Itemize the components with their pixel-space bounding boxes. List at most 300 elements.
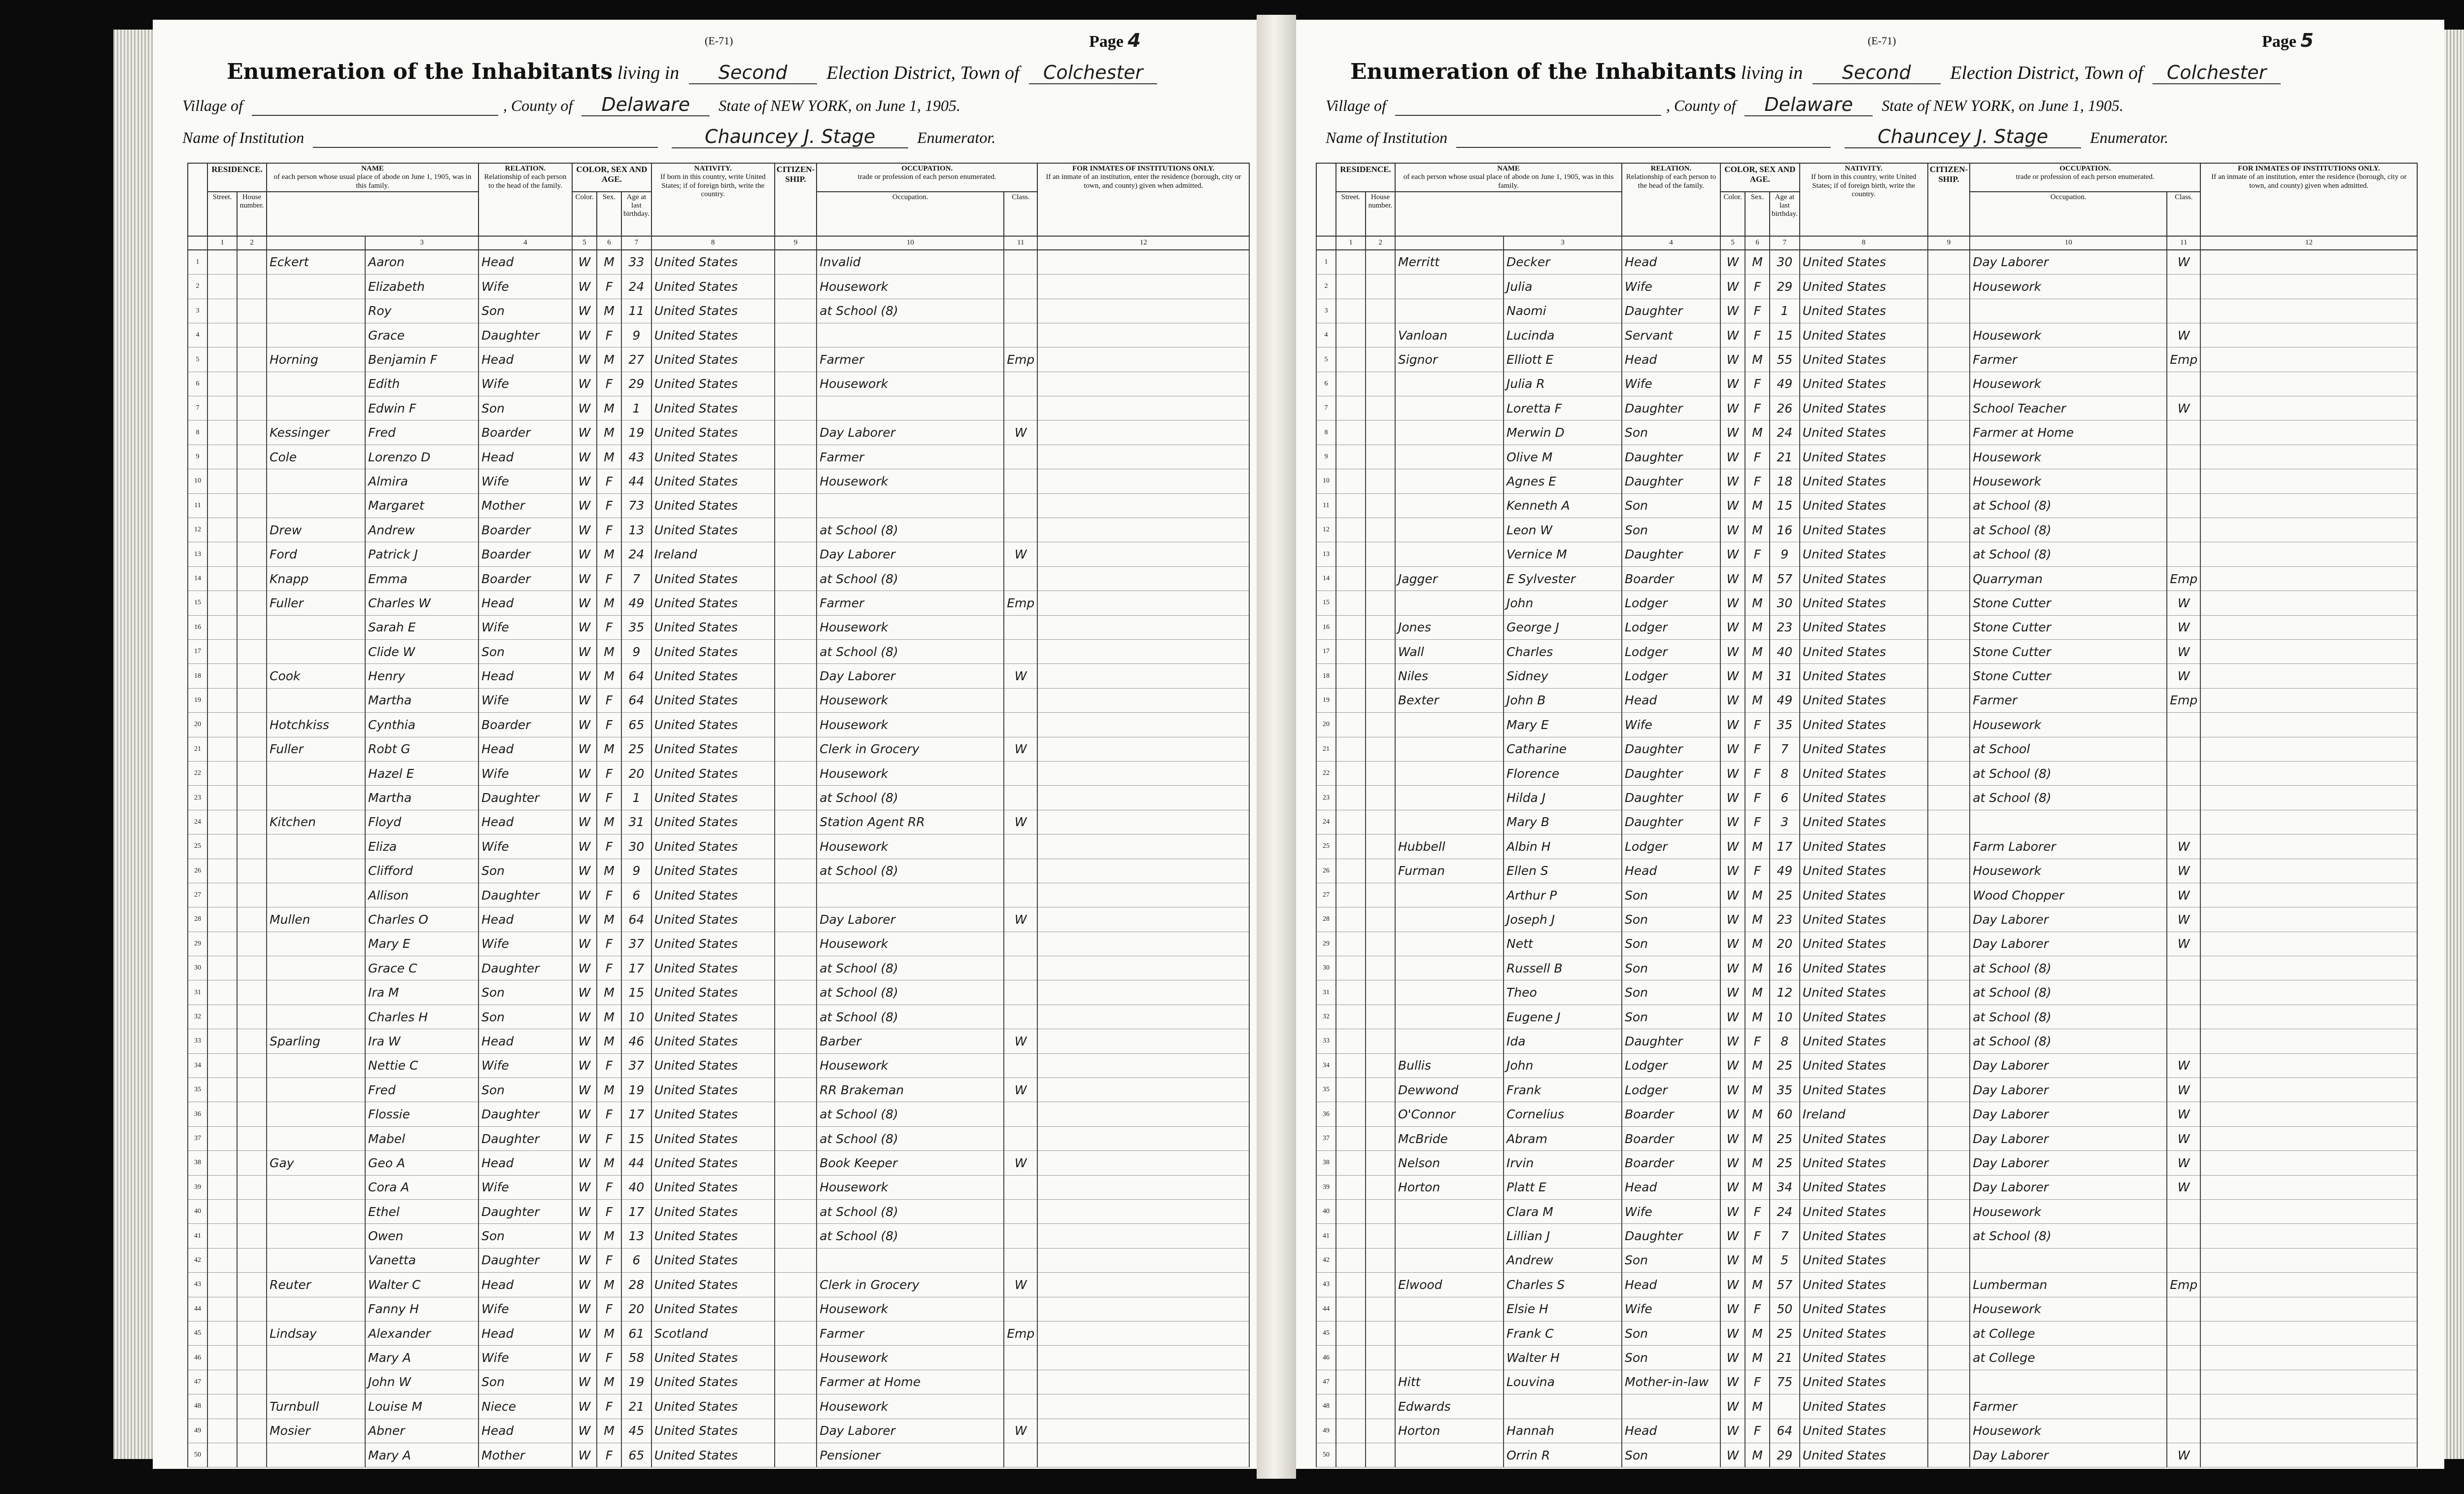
age-cell: 15 (1770, 323, 1800, 347)
line-number: 24 (1316, 810, 1336, 834)
color-cell: W (1720, 396, 1745, 420)
age-cell: 19 (621, 420, 651, 445)
surname-cell: Gay (267, 1151, 365, 1175)
line-number: 47 (188, 1370, 207, 1394)
relation-cell: Wife (479, 761, 572, 785)
table-row (1316, 1346, 2417, 1370)
table-row (1316, 688, 2417, 712)
occupation-cell: Stone Cutter (1970, 591, 2167, 615)
table-row (188, 1273, 1249, 1297)
age-cell: 7 (1770, 737, 1800, 761)
line-number: 32 (1316, 1005, 1336, 1029)
street-cell (1336, 713, 1366, 737)
given-name-cell: Louvina (1504, 1370, 1622, 1394)
occupation-cell: at School (8) (1970, 786, 2167, 810)
table-row (1316, 591, 2417, 615)
class-cell: W (2167, 907, 2200, 932)
color-cell: W (1720, 761, 1745, 785)
inmate-residence-cell (1037, 250, 1249, 275)
given-name-cell: Eliza (365, 834, 479, 859)
line-number: 8 (1316, 420, 1336, 445)
citizenship-cell (775, 1224, 817, 1248)
given-name-cell: Martha (365, 786, 479, 810)
occupation-cell: Lumberman (1970, 1273, 2167, 1297)
sex-cell: M (597, 1224, 621, 1248)
table-row (1316, 1394, 2417, 1419)
sex-cell: M (1745, 1126, 1770, 1150)
given-name-cell: Andrew (365, 518, 479, 542)
citizenship-cell (775, 1443, 817, 1467)
occupation-cell: Housework (817, 1297, 1004, 1321)
inmate-residence-cell (2200, 493, 2417, 518)
line-number: 5 (188, 347, 207, 372)
sex-cell: F (597, 1297, 621, 1321)
citizenship-cell (775, 1151, 817, 1175)
given-name-cell: Fred (365, 1078, 479, 1102)
class-cell (2167, 1419, 2200, 1443)
street-cell (1336, 1273, 1366, 1297)
citizenship-cell (1928, 518, 1970, 542)
nativity-cell: United States (651, 761, 775, 785)
age-cell: 24 (621, 542, 651, 566)
line-number: 47 (1316, 1370, 1336, 1394)
column-number: 9 (1928, 236, 1970, 250)
house-cell (1366, 956, 1395, 980)
given-name-cell: Benjamin F (365, 347, 479, 372)
relation-cell: Lodger (1622, 1053, 1720, 1077)
line-number: 27 (188, 883, 207, 907)
color-cell: W (572, 1297, 597, 1321)
surname-cell: Vanloan (1395, 323, 1504, 347)
sex-cell: M (1745, 1102, 1770, 1126)
inmate-residence-cell (2200, 1151, 2417, 1175)
sex-cell: F (1745, 542, 1770, 566)
relation-cell: Head (479, 1273, 572, 1297)
occupation-cell: Housework (817, 713, 1004, 737)
class-cell (2167, 372, 2200, 396)
age-cell: 57 (1770, 566, 1800, 591)
citizenship-cell (775, 469, 817, 493)
sex-cell: M (1745, 1175, 1770, 1199)
column-number: 11 (2167, 236, 2200, 250)
class-cell: W (2167, 1126, 2200, 1150)
line-number: 36 (188, 1102, 207, 1126)
sex-cell: F (597, 932, 621, 956)
citizenship-cell (1928, 1151, 1970, 1175)
age-cell: 44 (621, 1151, 651, 1175)
table-row (1316, 1175, 2417, 1199)
citizenship-cell (775, 980, 817, 1005)
surname-cell (267, 1199, 365, 1223)
class-cell (2167, 980, 2200, 1005)
sex-cell: M (1745, 1151, 1770, 1175)
color-cell: W (572, 615, 597, 639)
table-row (188, 1370, 1249, 1394)
given-name-cell: Frank C (1504, 1321, 1622, 1345)
surname-cell: Fuller (267, 591, 365, 615)
citizenship-cell (775, 275, 817, 299)
relation-cell: Lodger (1622, 834, 1720, 859)
col-color-sex-age: COLOR, SEX AND AGE. (572, 163, 651, 192)
line-number: 45 (1316, 1321, 1336, 1345)
house-cell (1366, 1029, 1395, 1053)
occupation-cell: RR Brakeman (817, 1078, 1004, 1102)
column-number: 7 (1770, 236, 1800, 250)
column-number: 4 (479, 236, 572, 250)
occupation-cell: Clerk in Grocery (817, 737, 1004, 761)
line-number: 44 (188, 1297, 207, 1321)
surname-cell (1395, 956, 1504, 980)
line-number: 34 (188, 1053, 207, 1077)
given-name-cell: Nettie C (365, 1053, 479, 1077)
relation-cell: Head (479, 664, 572, 688)
relation-cell: Head (479, 347, 572, 372)
class-cell: W (1004, 810, 1037, 834)
surname-cell (267, 1297, 365, 1321)
surname-cell (1395, 445, 1504, 469)
inmate-residence-cell (1037, 859, 1249, 883)
citizenship-cell (1928, 372, 1970, 396)
inmate-residence-cell (2200, 275, 2417, 299)
relation-cell: Wife (1622, 275, 1720, 299)
inmate-residence-cell (2200, 713, 2417, 737)
line-number: 26 (1316, 859, 1336, 883)
column-number-row (1316, 236, 2417, 250)
nativity-cell: United States (651, 1224, 775, 1248)
sex-cell: F (597, 1248, 621, 1272)
street-cell (1336, 396, 1366, 420)
citizenship-cell (1928, 737, 1970, 761)
age-cell: 49 (1770, 372, 1800, 396)
given-name-cell: John (1504, 591, 1622, 615)
age-cell: 6 (1770, 786, 1800, 810)
surname-cell (1395, 1297, 1504, 1321)
street-cell (1336, 737, 1366, 761)
given-name-cell: Vernice M (1504, 542, 1622, 566)
house-cell (1366, 1419, 1395, 1443)
inmate-residence-cell (1037, 566, 1249, 591)
line-number: 11 (1316, 493, 1336, 518)
inmate-residence-cell (2200, 1370, 2417, 1394)
line-number: 31 (188, 980, 207, 1005)
inmate-residence-cell (1037, 640, 1249, 664)
nativity-cell: United States (651, 1370, 775, 1394)
surname-cell (1395, 1443, 1504, 1467)
table-row (1316, 1053, 2417, 1077)
nativity-cell: United States (1800, 980, 1928, 1005)
sex-cell: M (597, 542, 621, 566)
color-cell: W (572, 1346, 597, 1370)
given-name-cell: Ira M (365, 980, 479, 1005)
age-cell: 33 (621, 250, 651, 275)
class-cell: W (1004, 1078, 1037, 1102)
age-cell: 1 (621, 396, 651, 420)
sex-cell: F (597, 1126, 621, 1150)
table-row (1316, 1224, 2417, 1248)
institution-line: Name of Institution Chauncey J. Stage Enumerator. (1326, 126, 2169, 147)
relation-cell: Daughter (1622, 810, 1720, 834)
class-cell: W (2167, 1078, 2200, 1102)
enumerator-name: Chauncey J. Stage (1845, 126, 2081, 148)
house-cell (1366, 761, 1395, 785)
surname-cell (1395, 1321, 1504, 1345)
surname-cell (1395, 420, 1504, 445)
house-cell (237, 372, 267, 396)
relation-cell: Son (1622, 883, 1720, 907)
surname-cell (267, 761, 365, 785)
line-number: 48 (188, 1394, 207, 1419)
given-name-cell: Hilda J (1504, 786, 1622, 810)
column-number: 1 (1336, 236, 1366, 250)
occupation-cell: Housework (817, 761, 1004, 785)
surname-cell: Kitchen (267, 810, 365, 834)
inmate-residence-cell (1037, 420, 1249, 445)
age-cell: 10 (621, 1005, 651, 1029)
occupation-cell: at School (8) (1970, 956, 2167, 980)
given-name-cell: Roy (365, 299, 479, 323)
table-row (1316, 859, 2417, 883)
occupation-cell: Day Laborer (1970, 932, 2167, 956)
street-cell (1336, 956, 1366, 980)
house-cell (237, 1248, 267, 1272)
street-cell (207, 956, 237, 980)
line-number: 29 (188, 932, 207, 956)
street-cell (207, 883, 237, 907)
line-number: 43 (1316, 1273, 1336, 1297)
inmate-residence-cell (1037, 1273, 1249, 1297)
table-row (1316, 250, 2417, 275)
street-cell (1336, 347, 1366, 372)
color-cell: W (572, 810, 597, 834)
street-cell (207, 1273, 237, 1297)
citizenship-cell (1928, 347, 1970, 372)
street-cell (207, 786, 237, 810)
given-name-cell: Nett (1504, 932, 1622, 956)
nativity-cell: United States (651, 810, 775, 834)
given-name-cell: Patrick J (365, 542, 479, 566)
citizenship-cell (775, 664, 817, 688)
house-cell (237, 1273, 267, 1297)
occupation-cell: Day Laborer (1970, 1443, 2167, 1467)
age-cell: 9 (621, 859, 651, 883)
house-cell (1366, 1273, 1395, 1297)
line-number: 30 (1316, 956, 1336, 980)
occupation-cell: at School (8) (1970, 1224, 2167, 1248)
nativity-cell: United States (1800, 566, 1928, 591)
sex-cell: F (1745, 275, 1770, 299)
relation-cell (1622, 1394, 1720, 1419)
nativity-cell: United States (1800, 883, 1928, 907)
nativity-cell: United States (651, 1419, 775, 1443)
citizenship-cell (1928, 1346, 1970, 1370)
col-occupation: OCCUPATION. trade or profession of each person enumerated. (817, 163, 1037, 192)
nativity-cell: United States (651, 1346, 775, 1370)
relation-cell: Lodger (1622, 591, 1720, 615)
sex-cell: F (597, 518, 621, 542)
citizenship-cell (1928, 1419, 1970, 1443)
sex-cell: M (1745, 420, 1770, 445)
line-number: 15 (1316, 591, 1336, 615)
class-cell (1004, 1102, 1037, 1126)
surname-cell: Hitt (1395, 1370, 1504, 1394)
sex-cell: M (1745, 1321, 1770, 1345)
column-number: 5 (572, 236, 597, 250)
house-cell (1366, 250, 1395, 275)
district-value: Second (689, 62, 817, 84)
occupation-cell: at School (8) (817, 1224, 1004, 1248)
occupation-cell (817, 323, 1004, 347)
color-cell: W (572, 786, 597, 810)
sex-cell: F (1745, 1224, 1770, 1248)
citizenship-cell (775, 347, 817, 372)
relation-cell: Daughter (479, 1102, 572, 1126)
house-cell (1366, 615, 1395, 639)
line-number: 49 (188, 1419, 207, 1443)
inmate-residence-cell (1037, 810, 1249, 834)
inmate-residence-cell (1037, 834, 1249, 859)
surname-cell: Eckert (267, 250, 365, 275)
house-cell (1366, 1346, 1395, 1370)
occupation-cell: at School (8) (817, 518, 1004, 542)
age-cell: 49 (1770, 688, 1800, 712)
relation-cell: Boarder (479, 566, 572, 591)
class-cell (2167, 1370, 2200, 1394)
relation-cell: Son (1622, 1321, 1720, 1345)
class-cell (1004, 1370, 1037, 1394)
citizenship-cell (1928, 566, 1970, 591)
relation-cell: Head (1622, 688, 1720, 712)
occupation-cell: Housework (1970, 713, 2167, 737)
occupation-cell: Farm Laborer (1970, 834, 2167, 859)
street-cell (207, 615, 237, 639)
given-name-cell: Allison (365, 883, 479, 907)
sex-cell: F (597, 956, 621, 980)
table-row (188, 932, 1249, 956)
sex-cell: M (597, 859, 621, 883)
color-cell: W (1720, 786, 1745, 810)
given-name-cell: Hannah (1504, 1419, 1622, 1443)
inmate-residence-cell (1037, 664, 1249, 688)
inmate-residence-cell (1037, 1078, 1249, 1102)
citizenship-cell (775, 1126, 817, 1150)
line-number: 41 (188, 1224, 207, 1248)
book-spine (1257, 15, 1296, 1479)
color-cell: W (572, 1175, 597, 1199)
color-cell: W (572, 591, 597, 615)
age-cell: 40 (1770, 640, 1800, 664)
sex-cell: M (597, 1370, 621, 1394)
sex-cell: F (1745, 761, 1770, 785)
occupation-cell: at School (8) (1970, 518, 2167, 542)
citizenship-cell (1928, 1394, 1970, 1419)
street-cell (1336, 323, 1366, 347)
house-cell (237, 834, 267, 859)
house-cell (1366, 859, 1395, 883)
relation-cell: Niece (479, 1394, 572, 1419)
relation-cell: Son (1622, 1443, 1720, 1467)
line-number: 42 (188, 1248, 207, 1272)
line-number: 26 (188, 859, 207, 883)
sex-cell: M (597, 591, 621, 615)
street-cell (207, 542, 237, 566)
color-cell: W (572, 1248, 597, 1272)
color-cell: W (572, 420, 597, 445)
house-cell (1366, 1224, 1395, 1248)
given-name-cell: Charles O (365, 907, 479, 932)
sex-cell: F (597, 1443, 621, 1467)
color-cell: W (1720, 299, 1745, 323)
relation-cell: Mother-in-law (1622, 1370, 1720, 1394)
surname-cell (1395, 761, 1504, 785)
street-cell (207, 761, 237, 785)
sex-cell: F (597, 713, 621, 737)
age-cell: 64 (621, 688, 651, 712)
street-cell (207, 591, 237, 615)
citizenship-cell (775, 250, 817, 275)
citizenship-cell (1928, 615, 1970, 639)
class-cell: W (2167, 664, 2200, 688)
occupation-cell: Housework (817, 1175, 1004, 1199)
age-cell: 8 (1770, 761, 1800, 785)
class-cell: W (2167, 615, 2200, 639)
street-cell (207, 1151, 237, 1175)
table-row (1316, 1151, 2417, 1175)
age-cell: 30 (1770, 591, 1800, 615)
color-cell: W (572, 1151, 597, 1175)
class-cell: W (2167, 591, 2200, 615)
class-cell: Emp (2167, 566, 2200, 591)
inmate-residence-cell (2200, 737, 2417, 761)
occupation-cell: Day Laborer (1970, 907, 2167, 932)
col-nativity: NATIVITY. If born in this country, write United States; if of foreign birth, write the country. (651, 163, 775, 236)
house-cell (1366, 1297, 1395, 1321)
sex-cell: F (1745, 396, 1770, 420)
house-cell (237, 445, 267, 469)
relation-cell: Son (1622, 493, 1720, 518)
relation-cell: Wife (479, 1053, 572, 1077)
town-value: Colchester (1029, 62, 1157, 84)
house-cell (1366, 299, 1395, 323)
color-cell: W (1720, 1419, 1745, 1443)
inmate-residence-cell (1037, 493, 1249, 518)
street-cell (207, 566, 237, 591)
table-row (188, 859, 1249, 883)
street-cell (207, 859, 237, 883)
color-cell: W (1720, 688, 1745, 712)
inmate-residence-cell (1037, 688, 1249, 712)
occupation-cell: Book Keeper (817, 1151, 1004, 1175)
nativity-cell: United States (651, 518, 775, 542)
occupation-cell: School Teacher (1970, 396, 2167, 420)
line-number: 19 (1316, 688, 1336, 712)
inmate-residence-cell (2200, 907, 2417, 932)
house-cell (237, 859, 267, 883)
age-cell: 9 (621, 640, 651, 664)
inmate-residence-cell (1037, 956, 1249, 980)
given-name-cell: Ethel (365, 1199, 479, 1223)
line-number: 9 (1316, 445, 1336, 469)
sex-cell: F (597, 372, 621, 396)
house-cell (1366, 1199, 1395, 1223)
line-number: 20 (188, 713, 207, 737)
table-row (188, 1078, 1249, 1102)
age-cell: 37 (621, 932, 651, 956)
title-line: Enumeration of the Inhabitants living in Second Election District, Town of Colchester (227, 59, 1162, 84)
occupation-cell: Housework (1970, 1297, 2167, 1321)
class-cell (1004, 980, 1037, 1005)
surname-cell: Horton (1395, 1419, 1504, 1443)
surname-cell: Lindsay (267, 1321, 365, 1345)
